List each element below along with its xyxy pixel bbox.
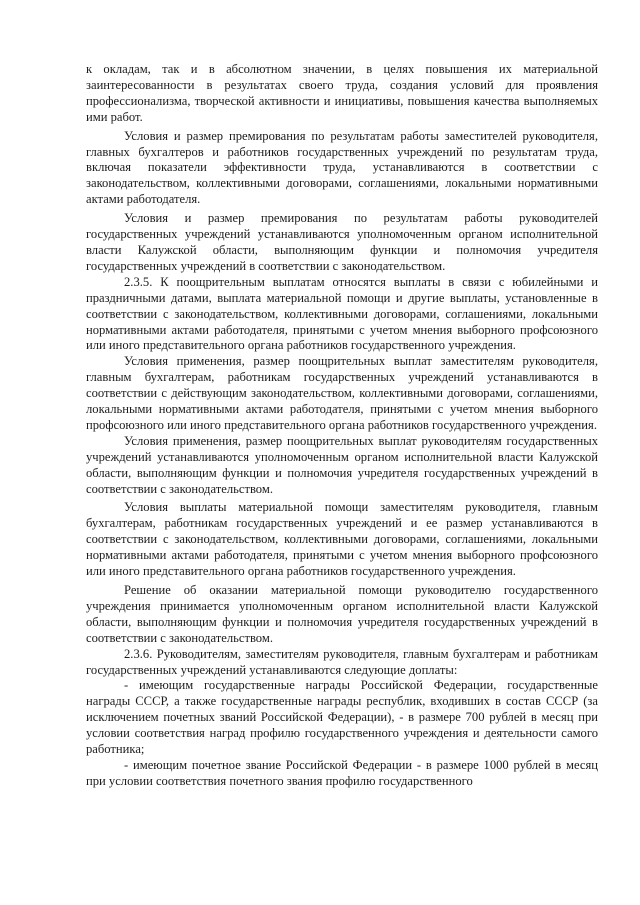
paragraph-2: Условия и размер премирования по результатам работы заместителей руководителя, главных бухгалтеров и работников государственных учреждений по результатам труда, включая показатели эффективности труда, устанавливаются в соответствии с законодательством, коллективными договорами, соглашениями, локальными нормативными актами работодателя.: [86, 128, 598, 207]
paragraph-8: Решение об оказании материальной помощи руководителю государственного учреждения принимается уполномоченным органом исполнительной власти Калужской области, выполняющим функции и полномочия учредителя государственных учреждений в соответствии с законодательством.: [86, 583, 598, 645]
paragraph-9: 2.3.6. Руководителям, заместителям руководителя, главным бухгалтерам и работникам государственных учреждений устанавливаются следующие доплаты:: [86, 646, 598, 677]
paragraph-6: Условия применения, размер поощрительных выплат руководителям государственных учреждений устанавливаются уполномоченным органом исполнительной власти Калужской области, выполняющим функции и полномочия учредителя государственных учреждений в соответствии с законодательством.: [86, 433, 598, 496]
paragraph-1: к окладам, так и в абсолютном значении, в целях повышения их материальной заинтересованности в результатах своего труда, создания условий для проявления профессионализма, творческой активности и инициативы, повышения качества выполняемых ими работ.: [86, 62, 598, 124]
paragraph-7: Условия выплаты материальной помощи заместителям руководителя, главным бухгалтерам, работникам государственных учреждений и ее размер устанавливаются в соответствии с законодательством, коллективными договорами, соглашениями, локальными нормативными актами работодателя, принятыми с учетом мнения выборного профсоюзного или иного представительного органа работников государственного учреждения.: [86, 500, 598, 579]
paragraph-11: - имеющим почетное звание Российской Федерации - в размере 1000 рублей в месяц при условии соответствия почетного звания профилю государственного: [86, 757, 598, 788]
paragraph-10: - имеющим государственные награды Российской Федерации, государственные награды СССР, а также государственные награды республик, входивших в состав СССР (за исключением почетных званий Российской Федерации), - в размере 700 рублей в месяц при условии соответствия наград профилю государственного учреждения и деятельности самого работника;: [86, 678, 598, 757]
paragraph-4: 2.3.5. К поощрительным выплатам относятся выплаты в связи с юбилейными и праздничными датами, выплата материальной помощи и другие выплаты, установленные в соответствии с законодательством, коллективными договорами, соглашениями, локальными нормативными актами работодателя, принятыми с учетом мнения выборного профсоюзного или иного представительного органа работников государственного учреждения.: [86, 274, 598, 353]
paragraph-3: Условия и размер премирования по результатам работы руководителей государственных учреждений устанавливаются уполномоченным органом исполнительной власти Калужской области, выполняющим функции и полномочия учредителя государственных учреждений в соответствии с законодательством.: [86, 211, 598, 273]
document-page: [86, 62, 598, 790]
paragraph-5: Условия применения, размер поощрительных выплат заместителям руководителя, главным бухгалтерам, работникам государственных учреждений устанавливаются в соответствии с действующим законодательством, коллективными договорами, соглашениями, локальными нормативными актами работодателя, принятыми с учетом мнения выборного профсоюзного или иного представительного органа работников государственного учреждения.: [86, 354, 598, 432]
